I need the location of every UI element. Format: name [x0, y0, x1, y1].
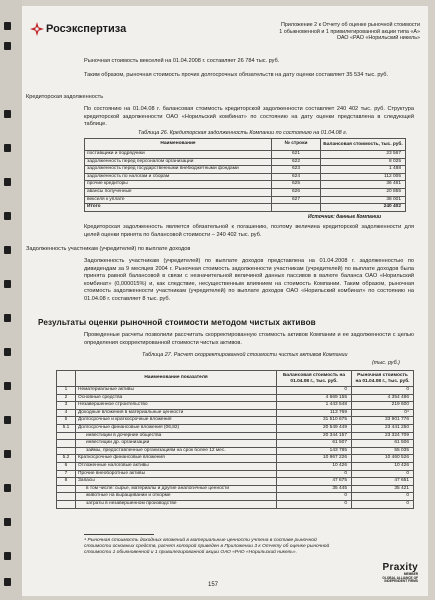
- cell-name: задолженность по налогам и сборам: [85, 173, 272, 181]
- paragraph-bills: Рыночная стоимость векселей на 01.04.2008 г. составляет 26 784 тыс. руб.: [84, 58, 280, 64]
- paragraph-ap-conclusion: Кредиторская задолженность является обязательной к погашению, поэтому величина кредиторской задолженности для целей оценки принята по балансовой стоимости – 240 402 тыс. руб.: [84, 224, 414, 238]
- cell-book: 143 785: [277, 447, 352, 455]
- binder-hole: [4, 578, 11, 586]
- column-header: Наименование: [85, 139, 272, 151]
- table26-caption: Таблица 26. Кредиторская задолженность Компании по состоянию на 01.04.08 г.: [138, 130, 348, 136]
- cell-line: 626: [272, 188, 321, 196]
- table-net-assets: [56, 370, 414, 509]
- cell-name: Отложенные налоговые активы: [76, 462, 277, 470]
- table-row: [57, 485, 414, 493]
- table-row: [85, 188, 406, 196]
- cell-no: 4: [57, 409, 76, 417]
- binder-hole: [4, 552, 11, 560]
- cell-book: 0: [277, 500, 352, 508]
- cell-book: 0: [277, 387, 352, 395]
- cell-name: Доходные вложения в материальные ценности: [76, 409, 277, 417]
- praxity-alliance: GLOBAL ALLIANCE OF: [382, 575, 418, 580]
- cell-line: [272, 204, 321, 212]
- cell-market: 0: [352, 470, 414, 478]
- cell-value: 8 025: [321, 158, 406, 166]
- cell-no: 5: [57, 417, 76, 425]
- header-line: Приложение 2 к Отчету об оценке рыночной стоимости: [281, 22, 420, 28]
- cell-value: 20 855: [321, 188, 406, 196]
- cell-name: затраты в незавершенном производстве: [76, 500, 277, 508]
- cell-market: 23 324 709: [352, 432, 414, 440]
- cell-value: 1 488: [321, 166, 406, 174]
- cell-name: Нематериальные активы: [76, 387, 277, 395]
- cell-name: Итого: [85, 204, 272, 212]
- cell-market: 10 426: [352, 462, 414, 470]
- cell-book: 10 967 226: [277, 455, 352, 463]
- binder-hole: [4, 22, 11, 30]
- table-row: [57, 478, 414, 486]
- binder-hole: [4, 314, 11, 322]
- document-page: [22, 6, 428, 596]
- cell-name: инвестиции в дочерние общества: [76, 432, 277, 440]
- cell-name: Долгосрочные и краткосрочные вложения: [76, 417, 277, 425]
- column-header: Рыночная стоимость на 01.04.08 г., тыс. руб.: [352, 371, 414, 387]
- paragraph-dividends: Задолженность участникам (учредителей) по выплате доходов представлена на 01.04.2008 г. задолженностью по дивидендам за 9 месяцев 2004 г. Рыночная стоимость задолженности участникам (учредителей) по выплате доходов была принята равной балансовой в связи с незначительной величиной данных пассивов в валюте баланса ОАО «Норильский комбинат» (0,000015%) и, как следствие, несущественным влиянием на стоимость Компании. Таким образом, рыночная стоимость задолженности участникам (учредителей) по выплате доходов ОАО «Норильский комбинат» по состоянию на 01.04.08 г. составляет 8 тыс. руб.: [84, 258, 414, 302]
- cell-name: Прочие внеоборотные активы: [76, 470, 277, 478]
- cell-no: 8: [57, 478, 76, 486]
- column-header: № строки: [272, 139, 321, 151]
- praxity-name: Praxity: [382, 562, 418, 573]
- cell-market: 23 441 250: [352, 424, 414, 432]
- cell-name: поставщики и подрядчики: [85, 151, 272, 159]
- cell-market: 0: [352, 500, 414, 508]
- binder-hole: [4, 450, 11, 458]
- cell-book: 61 507: [277, 440, 352, 448]
- label-dividends: Задолженность участникам (учредителей) по выплате доходов: [26, 246, 191, 252]
- table27-unit: (тыс. руб.): [372, 360, 400, 366]
- cell-market: 55 035: [352, 447, 414, 455]
- column-header: Балансовая стоимость, тыс. руб.: [321, 139, 406, 151]
- logo-text: Росэкспертиза: [46, 22, 127, 35]
- label-accounts-payable: Кредиторская задолженность: [26, 94, 104, 100]
- cell-value: 36 461: [321, 181, 406, 189]
- binder-hole: [4, 110, 11, 118]
- table-row: [57, 470, 414, 478]
- table-row: [57, 424, 414, 432]
- cell-market: 0: [352, 493, 414, 501]
- table-row: [57, 387, 414, 395]
- table-row: [57, 394, 414, 402]
- binder-hole: [4, 348, 11, 356]
- cell-book: 113 769: [277, 409, 352, 417]
- table-row: [85, 151, 406, 159]
- cell-name: Основные средства: [76, 394, 277, 402]
- table-row-total: [85, 204, 406, 212]
- binder-hole: [4, 178, 11, 186]
- cell-market: 35 421: [352, 485, 414, 493]
- table-row: [57, 409, 414, 417]
- footnote-divider: [84, 534, 154, 535]
- cell-book: 47 675: [277, 478, 352, 486]
- table-row: [57, 417, 414, 425]
- cell-market: 4 354 486: [352, 394, 414, 402]
- cell-name: в том числе: сырье, материалы и другие аналогичные ценности: [76, 485, 277, 493]
- table-row: [57, 462, 414, 470]
- binder-hole: [4, 280, 11, 288]
- table-row: [57, 500, 414, 508]
- cell-name: Краткосрочные финансовые вложения: [76, 455, 277, 463]
- cell-name: векселя к уплате: [85, 196, 272, 204]
- table-accounts-payable: [84, 138, 406, 212]
- cell-no: 2: [57, 394, 76, 402]
- praxity-firms: INDEPENDENT FIRMS: [384, 579, 418, 584]
- cell-market: 33 901 776: [352, 417, 414, 425]
- cell-no: 5.1: [57, 424, 76, 432]
- cell-no: 7: [57, 470, 76, 478]
- section-title: Результаты оценки рыночной стоимости методом чистых активов: [38, 318, 316, 327]
- cell-name: Долгосрочные финансовые вложения (06,82): [76, 424, 277, 432]
- table27-caption: Таблица 27. Расчет скорректированной стоимости чистых активов Компании: [142, 352, 348, 358]
- column-header: [57, 371, 76, 387]
- cell-value: 240 402: [321, 204, 406, 212]
- cell-book: 20 549 449: [277, 424, 352, 432]
- header-line: 1 обыкновенной и 1 привилегированной акции типа «А»: [279, 28, 420, 35]
- cell-name: Запасы: [76, 478, 277, 486]
- cell-no: [57, 493, 76, 501]
- cell-name: прочие кредиторы: [85, 181, 272, 189]
- cell-name: животные на выращивании и откорме: [76, 493, 277, 501]
- column-header: Балансовая стоимость на 01.04.08 г., тыс. руб.: [277, 371, 352, 387]
- cell-no: [57, 500, 76, 508]
- table26-source: Источник: данные Компании: [308, 214, 382, 220]
- cell-line: 621: [272, 151, 321, 159]
- cell-book: 31 510 675: [277, 417, 352, 425]
- table-row: [57, 432, 414, 440]
- cell-book: 10 426: [277, 462, 352, 470]
- cell-line: 622: [272, 158, 321, 166]
- page-number: 157: [208, 582, 219, 588]
- table-row: [57, 493, 414, 501]
- cell-no: 1: [57, 387, 76, 395]
- paragraph-results: Проведенные расчеты позволили рассчитать скорректированную стоимость активов Компании и ее задолженности с целью определения скорректированной стоимости чистых активов.: [84, 332, 414, 346]
- praxity-logo: [382, 562, 418, 584]
- binder-hole: [4, 484, 11, 492]
- cell-book: 0: [277, 493, 352, 501]
- cell-name: авансы полученные: [85, 188, 272, 196]
- cell-market: 47 651: [352, 478, 414, 486]
- binder-hole: [4, 382, 11, 390]
- table-row: [85, 173, 406, 181]
- table-row: [85, 166, 406, 174]
- column-header: Наименование показателя: [76, 371, 277, 387]
- cell-market: 0: [352, 387, 414, 395]
- cell-no: [57, 432, 76, 440]
- cell-name: задолженность перед государственными внебюджетными фондами: [85, 166, 272, 174]
- cell-line: 623: [272, 166, 321, 174]
- cell-name: инвестиции др. организации: [76, 440, 277, 448]
- cell-line: 625: [272, 181, 321, 189]
- cell-value: 112 005: [321, 173, 406, 181]
- paragraph-ap-structure: По состоянию на 01.04.08 г. балансовая стоимость кредиторской задолженности составляет 240 402 тыс. руб. Структура кредиторской задолженности ОАО «Норильский комбинат» по состоянию на дату оценки представлена в следующей таблице.: [84, 106, 414, 128]
- cell-no: 5.2: [57, 455, 76, 463]
- logo-star-icon: [30, 22, 44, 36]
- table-row: [57, 455, 414, 463]
- cell-no: [57, 485, 76, 493]
- table-row: [85, 196, 406, 204]
- binder-hole: [4, 246, 11, 254]
- cell-book: 20 344 157: [277, 432, 352, 440]
- cell-no: [57, 447, 76, 455]
- binder-hole: [4, 212, 11, 220]
- cell-market: 10 460 526: [352, 455, 414, 463]
- binder-strip: [0, 0, 22, 600]
- cell-book: 35 445: [277, 485, 352, 493]
- binder-hole: [4, 144, 11, 152]
- table-row: [57, 440, 414, 448]
- cell-no: 6: [57, 462, 76, 470]
- footnote: ⁴ Рыночная стоимость доходных вложений в материальные ценности учтена в составе рыночной стоимости основных средств, расчет которой приведен в Приложении 3 к Отчету об оценке рыночной стоимости 1 обыкновенной и 1 привилегированной акции ОАО «РАО «Норильский никель».: [84, 538, 330, 556]
- cell-book: 4 669 155: [277, 394, 352, 402]
- table-row: [85, 181, 406, 189]
- praxity-member: MEMBER: [403, 572, 418, 576]
- table-row: [57, 402, 414, 410]
- paragraph-other-liabilities: Таким образом, рыночная стоимость прочих долгосрочных обязательств на дату оценки составляет 35 534 тыс. руб.: [84, 72, 389, 78]
- cell-market: 61 506: [352, 440, 414, 448]
- cell-book: 1 443 548: [277, 402, 352, 410]
- cell-name: задолженность перед персоналом организации: [85, 158, 272, 166]
- cell-name: займы, предоставленные организациям на срок более 12 мес.: [76, 447, 277, 455]
- cell-market: 0⁴: [352, 409, 414, 417]
- cell-market: 219 600: [352, 402, 414, 410]
- table-row: [57, 447, 414, 455]
- cell-value: 23 567: [321, 151, 406, 159]
- binder-hole: [4, 416, 11, 424]
- table-row: [85, 158, 406, 166]
- cell-line: 624: [272, 173, 321, 181]
- header-line: ОАО «РАО «Норильский никель»: [336, 35, 420, 42]
- cell-book: 0: [277, 470, 352, 478]
- cell-no: 3: [57, 402, 76, 410]
- cell-name: Незавершенное строительство: [76, 402, 277, 410]
- report-header: [224, 22, 420, 42]
- cell-no: [57, 440, 76, 448]
- cell-value: 38 001: [321, 196, 406, 204]
- cell-line: 627: [272, 196, 321, 204]
- binder-hole: [4, 42, 11, 50]
- rosexpertiza-logo: [30, 22, 126, 36]
- binder-hole: [4, 518, 11, 526]
